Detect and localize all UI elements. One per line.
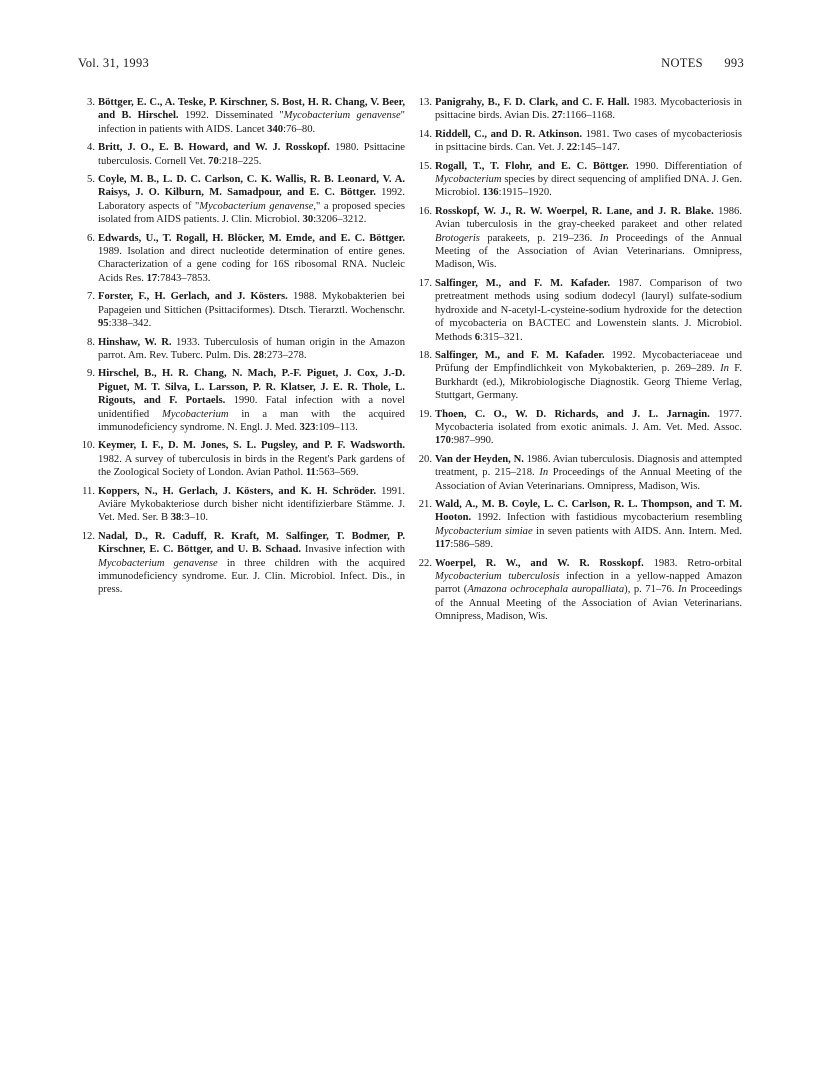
reference-volume: 6: [474, 331, 481, 343]
reference-entry: [83, 530, 405, 597]
reference-entry: [83, 173, 405, 227]
reference-pages: :563–569.: [315, 467, 359, 479]
reference-italic: Mycobacterium genavense: [283, 110, 401, 122]
references-left-column: [83, 96, 405, 602]
reference-text: 1933. Tuberculosis of human origin in the Amazon parrot. Am. Rev. Tuberc. Pulm. Dis.: [98, 336, 405, 361]
reference-number: 5.: [87, 174, 95, 186]
reference-text: 1988. Mykobakterien bei Papageien und Sittichen (Psittaciformes). Dtsch. Tierarztl. Wochenschr.: [98, 291, 405, 316]
references-right-column: [420, 96, 742, 629]
reference-authors: Forster, F., H. Gerlach, and J. Kösters.: [98, 291, 288, 303]
reference-pages: :586–589.: [450, 539, 493, 551]
reference-italic: Mycobacterium: [435, 174, 502, 186]
reference-number: 19.: [418, 408, 432, 420]
reference-authors: Koppers, N., H. Gerlach, J. Kösters, and K. H. Schröder.: [98, 485, 377, 497]
reference-text: Invasive infection with: [301, 544, 405, 556]
reference-authors: Salfinger, M., and F. M. Kafader.: [435, 349, 605, 361]
reference-authors: Rosskopf, W. J., R. W. Woerpel, R. Lane, and J. R. Blake.: [435, 205, 714, 217]
reference-entry: [83, 485, 405, 525]
reference-pages: :3206–3212.: [313, 214, 367, 226]
reference-pages: :145–147.: [577, 142, 620, 154]
reference-entry: [420, 498, 742, 552]
reference-entry: [420, 408, 742, 448]
reference-number: 22.: [418, 557, 432, 569]
reference-italic: In: [720, 363, 729, 375]
reference-entry: [420, 96, 742, 123]
reference-authors: Woerpel, R. W., and W. R. Rosskopf.: [435, 557, 644, 569]
reference-text: species by direct sequencing of amplified DNA. J. Gen. Microbiol.: [435, 174, 742, 199]
reference-entry: [83, 141, 405, 168]
reference-number: 7.: [87, 291, 95, 303]
reference-text: in a man with the acquired immunodeficiency syndrome. N. Engl. J. Med.: [98, 408, 405, 433]
reference-text: 1977. Mycobacteria isolated from exotic animals. J. Am. Vet. Med. Assoc.: [435, 408, 743, 433]
reference-number: 9.: [87, 368, 95, 380]
reference-entry: [83, 96, 405, 136]
reference-text: 1990. Differentiation of: [628, 160, 742, 172]
reference-authors: Coyle, M. B., L. D. C. Carlson, C. K. Wallis, R. B. Leonard, V. A. Raisys, J. O. Kilburn, M. Samadpour, and E. C. Böttger.: [98, 174, 405, 199]
reference-text: 1986. Avian tuberculosis in the gray-cheeked parakeet and other related: [435, 205, 742, 231]
reference-text: parakeets, p. 219–236.: [479, 232, 600, 244]
reference-entry: [420, 453, 742, 493]
reference-italic: Mycobacterium simiae: [435, 525, 533, 537]
reference-text: 1992. Disseminated ": [178, 110, 284, 122]
reference-entry: [83, 439, 405, 479]
reference-text: Proceedings of the Annual Meeting of the Association of Avian Veterinarians. Omnipress, Madison, Wis.: [435, 467, 742, 492]
reference-authors: Thoen, C. O., W. D. Richards, and J. L. Jarnagin.: [435, 408, 710, 420]
reference-number: 17.: [418, 277, 432, 289]
reference-italic: Mycobacterium tuberculosis: [435, 571, 560, 582]
reference-text: 1992. Infection with fastidious mycobacterium resembling: [471, 512, 742, 524]
reference-number: 20.: [418, 453, 432, 465]
reference-entry: [83, 336, 405, 363]
reference-number: 18.: [418, 349, 432, 361]
reference-authors: Van der Heyden, N.: [435, 453, 524, 465]
reference-italic: Amazona ochrocephala auropalliata: [467, 584, 625, 596]
reference-pages: :338–342.: [108, 318, 152, 330]
reference-number: 6.: [87, 232, 95, 244]
reference-entry: [420, 205, 742, 272]
reference-text: infection in a yellow-napped Amazon parrot (: [435, 571, 742, 596]
running-head-right: [661, 56, 744, 71]
reference-number: 13.: [418, 97, 432, 108]
reference-number: 16.: [418, 205, 432, 217]
running-head-section: NOTES: [661, 56, 703, 70]
reference-pages: :1166–1168.: [562, 110, 615, 122]
reference-text: 1992. Mycobacteriaceae und Prüfung der Empfindlichkeit von Mykobakterien, p. 269–289.: [435, 349, 742, 375]
reference-entry: [420, 160, 742, 200]
reference-text: in seven patients with AIDS. Ann. Intern. Med.: [532, 525, 742, 537]
reference-authors: Edwards, U., T. Rogall, H. Blöcker, M. Emde, and E. C. Böttger.: [98, 232, 405, 244]
reference-text: " infection in patients with AIDS. Lancet: [98, 110, 405, 135]
running-head-volume: Vol. 31, 1993: [78, 56, 150, 70]
reference-italic: Mycobacterium: [162, 408, 229, 420]
reference-italic: Brotogeris: [435, 232, 480, 244]
reference-authors: Keymer, I. F., D. M. Jones, S. L. Pugsley, and P. F. Wadsworth.: [98, 440, 405, 452]
reference-authors: Hirschel, B., H. R. Chang, N. Mach, P.-F. Piguet, J. Cox, J.-D. Piguet, M. T. Silva, L. Larsson, P. R. Klatser, J. E. R. Thole, L. Rigouts, and F. Portaels.: [98, 368, 405, 407]
reference-number: 12.: [81, 530, 95, 542]
reference-pages: :315–321.: [480, 331, 523, 343]
reference-number: 10.: [81, 440, 95, 452]
reference-number: 8.: [87, 336, 95, 348]
reference-text: F. Burkhardt (ed.), Mikrobiologische Diagnostik. Georg Thieme Verlag, Stuttgart, Germany.: [435, 363, 742, 402]
reference-entry: [83, 290, 405, 330]
reference-volume: 323: [299, 421, 316, 433]
reference-text: 1981. Two cases of mycobacteriosis in psittacine birds. Can. Vet. J.: [435, 128, 742, 154]
reference-text: 1987. Comparison of two pretreatment methods using sodium dodecyl (lauryl) sulfate-sodium hydroxide and N-acetyl-L-cysteine-sodium hydroxide for the detection of mycobacteria on BACTEC and Lowenstein slants. J. Microbiol. Methods: [435, 277, 743, 343]
reference-italic: Mycobacterium genavense: [98, 557, 218, 569]
reference-entry: [83, 367, 405, 434]
reference-number: 14.: [418, 128, 432, 140]
reference-text: 1982. A survey of tuberculosis in birds in the Regent's Park gardens of the Zoological Society of London. Avian Pathol.: [98, 453, 405, 479]
reference-authors: Salfinger, M., and F. M. Kafader.: [435, 277, 610, 289]
reference-volume: 22: [566, 142, 578, 154]
reference-italic: In: [677, 584, 687, 596]
reference-text: 1992. Laboratory aspects of ": [98, 187, 405, 212]
reference-entry: [420, 557, 742, 624]
reference-text: in three children with the acquired immunodeficiency syndrome. Eur. J. Clin. Microbiol. Infect. Dis., in press.: [98, 557, 405, 596]
reference-volume: 340: [267, 123, 284, 135]
reference-authors: Hinshaw, W. R.: [98, 336, 172, 348]
reference-volume: 27: [551, 110, 563, 122]
reference-entry: [83, 232, 405, 286]
reference-italic: Mycobacterium genavense: [199, 200, 314, 212]
reference-text: Proceedings of the Annual Meeting of the Association of Avian Veterinarians. Omnipress, Madison, Wis.: [435, 584, 742, 623]
reference-pages: :218–225.: [218, 155, 262, 167]
reference-pages: :76–80.: [283, 123, 316, 135]
reference-text: 1991. Aviäre Mykobakteriose durch bisher nicht identifizierbare Stämme. J. Vet. Med. Ser. B: [98, 485, 406, 524]
reference-authors: Panigrahy, B., F. D. Clark, and C. F. Hall.: [435, 97, 630, 108]
reference-text: 1990. Fatal infection with a novel unidentified: [98, 395, 405, 420]
reference-number: 15.: [418, 160, 432, 172]
reference-entry: [420, 349, 742, 403]
reference-text: 1983. Retro-orbital: [643, 557, 743, 569]
reference-italic: In: [599, 232, 609, 244]
reference-text: ), p. 71–76.: [624, 584, 678, 596]
reference-volume: 95: [98, 318, 109, 330]
reference-number: 11.: [82, 485, 95, 497]
reference-pages: :7843–7853.: [157, 272, 211, 284]
reference-volume: 30: [302, 214, 314, 226]
reference-authors: Riddell, C., and D. R. Atkinson.: [435, 128, 583, 140]
reference-volume: 17: [146, 272, 158, 284]
reference-pages: :987–990.: [450, 435, 494, 447]
reference-number: 3.: [87, 97, 95, 108]
reference-entry: [420, 277, 742, 344]
reference-pages: :1915–1920.: [498, 187, 552, 199]
reference-number: 21.: [418, 498, 432, 510]
reference-text: 1989. Isolation and direct nucleotide determination of entire genes. Characterization of a gene coding for 16S ribosomal RNA. Nucleic Acids Res.: [98, 246, 405, 284]
reference-text: ," a proposed species isolated from AIDS patients. J. Clin. Microbiol.: [98, 200, 405, 226]
reference-volume: 136: [482, 187, 499, 199]
reference-volume: 70: [208, 155, 219, 167]
reference-pages: :3–10.: [181, 512, 209, 524]
reference-pages: :273–278.: [263, 349, 307, 361]
reference-text: Proceedings of the Annual Meeting of the Association of Avian Veterinarians. Omnipress, Madison, Wis.: [435, 232, 742, 271]
reference-authors: Nadal, D., R. Caduff, R. Kraft, M. Salfinger, T. Bodmer, P. Kirschner, E. C. Böttger, and U. B. Schaad.: [98, 530, 405, 556]
reference-volume: 170: [435, 435, 451, 447]
reference-authors: Wald, A., M. B. Coyle, L. C. Carlson, R. L. Thompson, and T. M. Hooton.: [435, 498, 742, 524]
reference-authors: Böttger, E. C., A. Teske, P. Kirschner, S. Bost, H. R. Chang, V. Beer, and B. Hirschel.: [98, 97, 405, 122]
page-number: 993: [724, 56, 744, 70]
reference-text: 1986. Avian tuberculosis. Diagnosis and attempted treatment, p. 215–218.: [435, 453, 743, 479]
reference-text: 1980. Psittacine tuberculosis. Cornell Vet.: [98, 142, 405, 167]
reference-volume: 38: [170, 512, 182, 524]
reference-authors: Britt, J. O., E. B. Howard, and W. J. Rosskopf.: [98, 142, 330, 154]
reference-authors: Rogall, T., T. Flohr, and E. C. Böttger.: [435, 160, 629, 172]
reference-pages: :109–113.: [315, 421, 358, 433]
reference-italic: In: [539, 467, 549, 479]
reference-number: 4.: [87, 142, 95, 154]
reference-volume: 117: [435, 539, 451, 551]
reference-text: 1983. Mycobacteriosis in psittacine birds. Avian Dis.: [435, 97, 742, 122]
reference-entry: [420, 128, 742, 155]
reference-volume: 11: [305, 467, 316, 479]
reference-volume: 28: [253, 349, 264, 361]
